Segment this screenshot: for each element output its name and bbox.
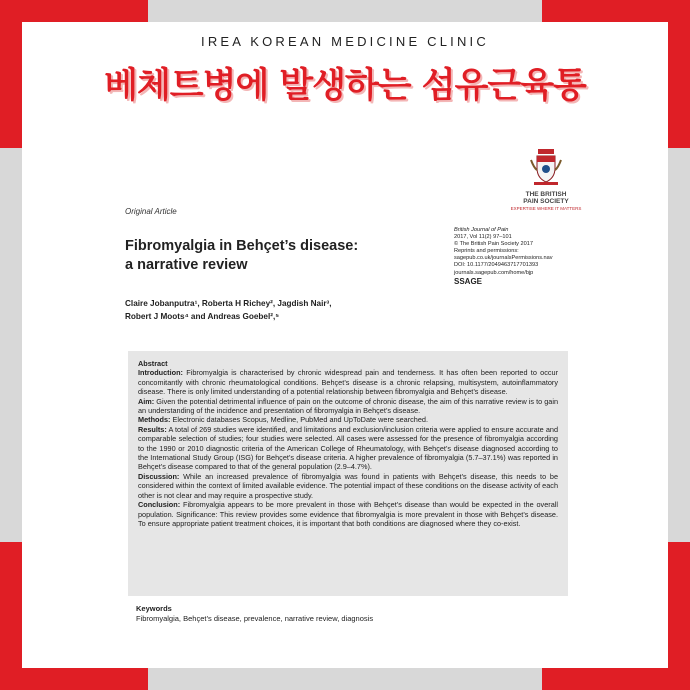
- introduction-text: Fibromyalgia is characterised by chronic widespread pain and tenderness. It has often been reported to occur concomitantly with chronic rheumatological conditions. Behçet’s disease is a chronic relapsing, multisystem, autoinflammatory disease. There is only limited understanding of a potential relationship between fibromyalgia and Behçet’s disease.: [138, 368, 558, 397]
- reprints-link[interactable]: sagepub.co.uk/journalsPermissions.nav: [454, 255, 553, 262]
- corner-frame-bottom-left: [0, 668, 148, 690]
- abstract-conclusion: [138, 500, 558, 528]
- aim-text: Given the potential detrimental influence of pain on the outcome of chronic disease, the aim of this narrative review is to gain an understanding of the incidence and presentation of fibromyalgia in Behçet’s disease.: [138, 396, 558, 416]
- corner-frame-top-right-vertical: [668, 0, 690, 148]
- keywords-text: Fibromyalgia, Behçet’s disease, prevalence, narrative review, diagnosis: [136, 614, 374, 623]
- crest-icon: [529, 148, 563, 186]
- abstract-results: [138, 425, 558, 472]
- corner-frame-top-left: [0, 0, 148, 22]
- introduction-label: Introduction:: [138, 368, 183, 378]
- article-type-label: Original Article: [125, 207, 177, 216]
- methods-label: Methods:: [138, 415, 171, 425]
- abstract-discussion: [138, 472, 558, 500]
- conclusion-text: Fibromyalgia appears to be more prevalent in those with Behçet’s disease than would be expected in the overall population. Significance: This review provides some evidence that fibromyalgia is more prevalent in those with Behçet’s disease. To ensure appropriate patient treatment choices, it is important that both conditions are diagnosed where they co-exist.: [138, 500, 558, 528]
- author-list: [125, 298, 445, 323]
- reprints-text: Reprints and permissions:: [454, 248, 519, 255]
- conclusion-label: Conclusion:: [138, 500, 181, 510]
- corner-frame-top-left-vertical: [0, 0, 22, 148]
- abstract-aim: [138, 397, 558, 416]
- copyright-text: © The British Pain Society 2017: [454, 241, 533, 248]
- abstract-methods: [138, 415, 558, 424]
- discussion-label: Discussion:: [138, 471, 180, 481]
- article-title: [125, 237, 445, 275]
- british-pain-society-logo: [510, 148, 582, 211]
- journal-volume: 2017, Vol 11(2) 97–101: [454, 234, 512, 241]
- results-label: Results:: [138, 424, 167, 434]
- logo-tagline: EXPERTISE WHERE IT MATTERS: [510, 206, 582, 211]
- doi-text[interactable]: DOI: 10.1177/2049463717701393: [454, 262, 539, 269]
- discussion-text: While an increased prevalence of fibromyalgia was found in patients with Behçet’s disease, this needs to be considered within the context of limited available evidence. The potential impact of these conditions on the disease activity of each other is not clear and may require a prospective study.: [138, 471, 558, 500]
- logo-text-line2: PAIN SOCIETY: [523, 198, 569, 205]
- authors-line-1: Claire Jobanputra¹, Roberta H Richey², Jagdish Nair³,: [125, 299, 332, 308]
- corner-frame-bottom-left-vertical: [0, 542, 22, 690]
- document-page: [22, 22, 668, 668]
- results-text: A total of 269 studies were identified, and limitations and exclusion/inclusion criteria were applied to ensure accurate and comparable selection of studies; four studies were selected. All cases were assessed for the presence of fibromyalgia according to the 1990 or 2010 diagnostic criteria of the American College of Rheumatology, with Behçet’s disease diagnosed according to the International Study Group (ISG) for Behçet’s disease criteria. A higher prevalence of fibromyalgia (5.7–37.1%) was reported in Behçet’s disease compared to that of the general population (2.9–4.7%).: [138, 424, 558, 472]
- abstract-heading: Abstract: [138, 359, 168, 368]
- title-line-2: a narrative review: [125, 257, 248, 273]
- clinic-name: IREA KOREAN MEDICINE CLINIC: [201, 34, 489, 49]
- methods-text: Electronic databases Scopus, Medline, PubMed and UpToDate were searched.: [172, 415, 429, 425]
- title-line-1: Fibromyalgia in Behçet’s disease:: [125, 238, 359, 254]
- logo-text-line1: THE BRITISH: [525, 191, 567, 198]
- sage-logo: SSAGE: [454, 276, 483, 286]
- korean-headline: 베체트병에 발생하는 섬유근육통: [104, 66, 586, 106]
- journal-name: British Journal of Pain: [454, 227, 509, 233]
- authors-line-2: Robert J Moots⁴ and Andreas Goebel²,⁵: [125, 311, 280, 321]
- keywords-heading: Keywords: [136, 604, 172, 613]
- aim-label: Aim:: [138, 396, 155, 406]
- abstract-introduction: [138, 368, 558, 396]
- publication-info: [454, 227, 624, 285]
- abstract-box: [128, 351, 568, 596]
- corner-frame-bottom-right-vertical: [668, 542, 690, 690]
- journal-url-link[interactable]: journals.sagepub.com/home/bjp: [454, 269, 534, 276]
- keywords-section: [136, 604, 566, 624]
